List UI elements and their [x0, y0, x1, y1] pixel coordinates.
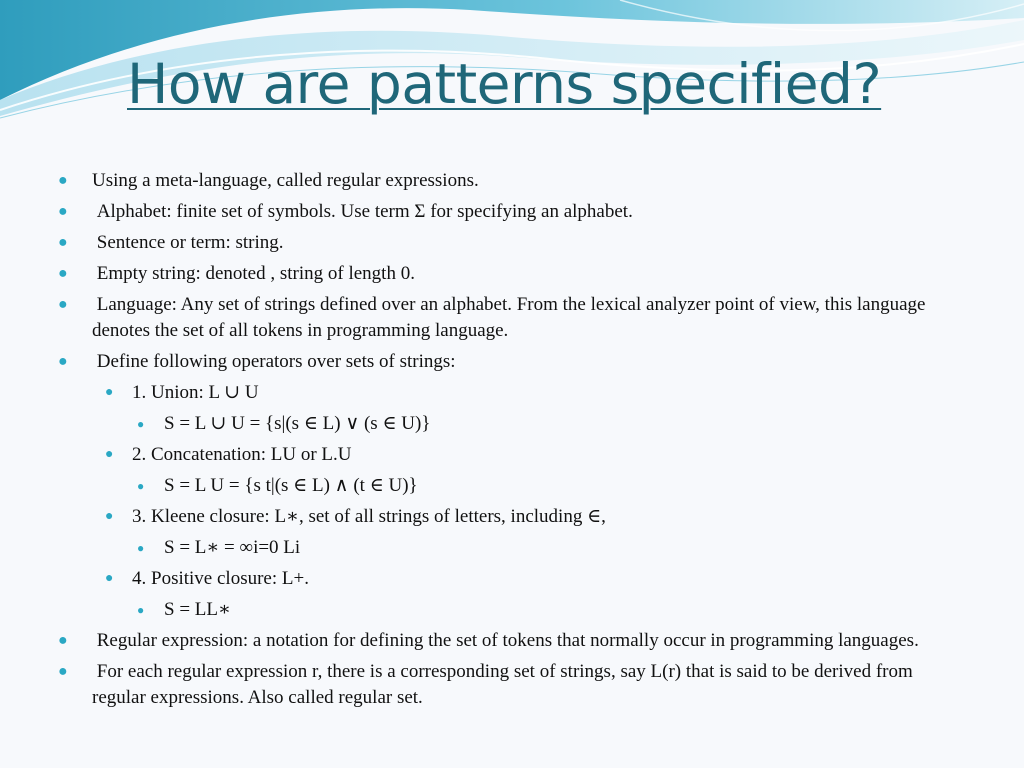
bullet-marker-icon: ● [58, 203, 68, 220]
bullet-item-level-1 [0, 168, 1024, 194]
bullet-item-level-3 [0, 411, 1024, 437]
bullet-item-level-3 [0, 535, 1024, 561]
bullet-text: 4. Positive closure: L+. [132, 568, 309, 589]
bullet-marker-icon: ● [58, 172, 68, 189]
bullet-marker-icon: ● [137, 603, 145, 617]
bullet-text: Regular expression: a notation for defining the set of tokens that normally occur in programming languages. [92, 630, 919, 651]
bullet-text: Language: Any set of strings defined over an alphabet. From the lexical analyzer point of view, this language denotes the set of all tokens in programming language. [92, 294, 931, 341]
bullet-marker-icon: ● [105, 385, 114, 400]
bullet-item-level-3 [0, 473, 1024, 499]
bullet-text: S = L ∪ U = {s|(s ∈ L) ∨ (s ∈ U)} [164, 413, 431, 434]
bullet-marker-icon: ● [58, 663, 68, 680]
bullet-item-level-3 [0, 597, 1024, 623]
bullet-marker-icon: ● [137, 541, 145, 555]
bullet-item-level-1 [0, 199, 1024, 225]
bullet-item-level-2 [0, 566, 1024, 592]
bullet-text: Empty string: denoted , string of length 0. [92, 263, 415, 284]
bullet-marker-icon: ● [105, 509, 114, 524]
bullet-item-level-1 [0, 628, 1024, 654]
bullet-text: 1. Union: L ∪ U [132, 382, 259, 403]
bullet-marker-icon: ● [58, 234, 68, 251]
bullet-text: Alphabet: finite set of symbols. Use term Σ for specifying an alphabet. [92, 201, 633, 222]
bullet-text: Using a meta-language, called regular expressions. [92, 170, 479, 191]
bullet-item-level-2 [0, 442, 1024, 468]
bullet-text: S = L∗ = ∞i=0 Li [164, 537, 301, 558]
bullet-item-level-1 [0, 659, 1024, 711]
bullet-item-level-1 [0, 292, 1024, 344]
bullet-marker-icon: ● [58, 265, 68, 282]
bullet-marker-icon: ● [137, 417, 145, 431]
bullet-text: Define following operators over sets of strings: [92, 351, 456, 372]
bullet-text: S = LL∗ [164, 599, 231, 620]
bullet-text: S = L U = {s t|(s ∈ L) ∧ (t ∈ U)} [164, 475, 418, 496]
bullet-marker-icon: ● [58, 632, 68, 649]
bullet-text: 2. Concatenation: LU or L.U [132, 444, 352, 465]
bullet-marker-icon: ● [105, 447, 114, 462]
bullet-item-level-1 [0, 349, 1024, 375]
bullet-marker-icon: ● [58, 296, 68, 313]
bullet-item-level-1 [0, 261, 1024, 287]
bullet-item-level-2 [0, 380, 1024, 406]
bullet-text: For each regular expression r, there is a corresponding set of strings, say L(r) that is said to be derived from regular expressions. Also called regular set. [92, 661, 918, 708]
bullet-marker-icon: ● [137, 479, 145, 493]
bullet-item-level-2 [0, 504, 1024, 530]
bullet-marker-icon: ● [58, 353, 68, 370]
bullet-marker-icon: ● [105, 571, 114, 586]
bullet-text: 3. Kleene closure: L∗, set of all strings of letters, including ∈, [132, 506, 606, 527]
bullet-list [0, 168, 1024, 716]
bullet-item-level-1 [0, 230, 1024, 256]
slide-title: How are patterns specified? [127, 52, 882, 116]
bullet-text: Sentence or term: string. [92, 232, 284, 253]
